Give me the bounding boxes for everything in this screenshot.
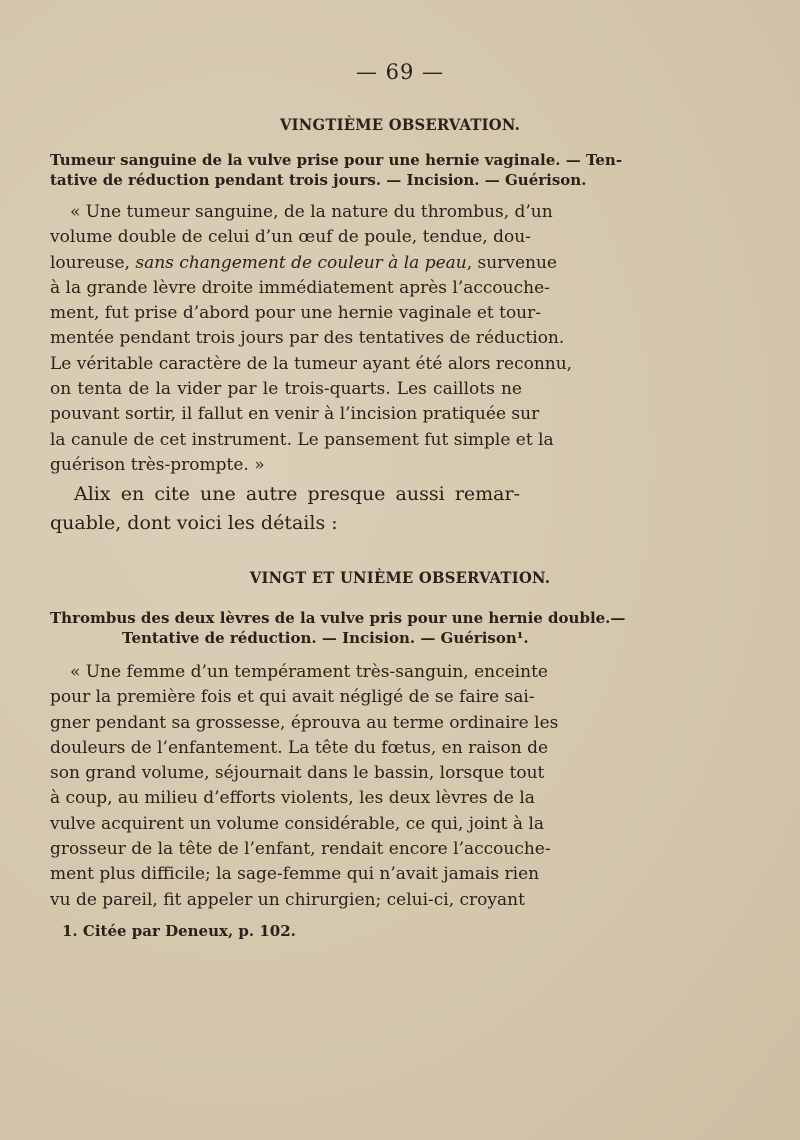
- body-line: on tenta de la vider par le trois-quarts. Les caillots ne: [50, 379, 522, 400]
- observation-title: VINGTIÈME OBSERVATION.: [279, 115, 521, 134]
- page-number: — 69 —: [355, 60, 445, 84]
- summary-line: tative de réduction pendant trois jours. — Incision. — Guérison.: [50, 171, 587, 189]
- body-line: vulve acquirent un volume considérable, ce qui, joint à la: [50, 813, 545, 834]
- body-line: pour la première fois et qui avait négligé de se faire sai-: [50, 687, 535, 708]
- interlude-line: Alix en cite une autre presque aussi remar-: [74, 483, 520, 505]
- observation-summary: [50, 150, 623, 190]
- body-line: pouvant sortir, il fallut en venir à l’incision pratiquée sur: [50, 404, 540, 425]
- observation-title: VINGT ET UNIÈME OBSERVATION.: [249, 568, 551, 587]
- body-line: son grand volume, séjournait dans le bassin, lorsque tout: [50, 763, 545, 784]
- interlude-line: quable, dont voici les détails :: [50, 512, 338, 534]
- body-line: « Une femme d’un tempérament très-sanguin, enceinte: [70, 662, 548, 682]
- body-line: Le véritable caractère de la tumeur ayant été alors reconnu,: [50, 353, 573, 374]
- footnote: 1. Citée par Deneux, p. 102.: [62, 922, 296, 940]
- interlude-paragraph: [50, 480, 520, 538]
- body-line: à coup, au milieu d’efforts violents, les deux lèvres de la: [50, 788, 535, 809]
- body-line: « Une tumeur sanguine, de la nature du thrombus, d’un: [70, 202, 553, 222]
- body-line: ment plus difficile; la sage-femme qui n’avait jamais rien: [50, 864, 540, 885]
- summary-line: Tentative de réduction. — Incision. — Guérison¹.: [122, 629, 529, 647]
- body-line: volume double de celui d’un œuf de poule, tendue, dou-: [50, 227, 531, 248]
- observation-summary: [50, 608, 626, 648]
- body-line: douleurs de l’enfantement. La tête du fœtus, en raison de: [50, 737, 549, 758]
- body-line: guérison très-prompte. »: [50, 454, 265, 475]
- observation-body: [50, 660, 559, 913]
- body-line: vu de pareil, fit appeler un chirurgien; celui-ci, croyant: [50, 889, 525, 910]
- observation-body: [50, 200, 573, 478]
- body-line: la canule de cet instrument. Le pansement fut simple et la: [50, 429, 554, 450]
- body-line: à la grande lèvre droite immédiatement après l’accouche-: [50, 277, 550, 298]
- body-line: grosseur de la tête de l’enfant, rendait encore l’accouche-: [50, 839, 551, 860]
- body-line-italic: loureuse, sans changement de couleur à la peau, survenue: [50, 252, 557, 273]
- body-line: ment, fut prise d’abord pour une hernie vaginale et tour-: [50, 303, 541, 324]
- body-line: gner pendant sa grossesse, éprouva au terme ordinaire les: [50, 712, 559, 733]
- summary-line: Thrombus des deux lèvres de la vulve pris pour une hernie double.—: [50, 609, 626, 627]
- body-line: mentée pendant trois jours par des tentatives de réduction.: [50, 328, 565, 349]
- summary-line: Tumeur sanguine de la vulve prise pour une hernie vaginale. — Ten-: [50, 151, 623, 169]
